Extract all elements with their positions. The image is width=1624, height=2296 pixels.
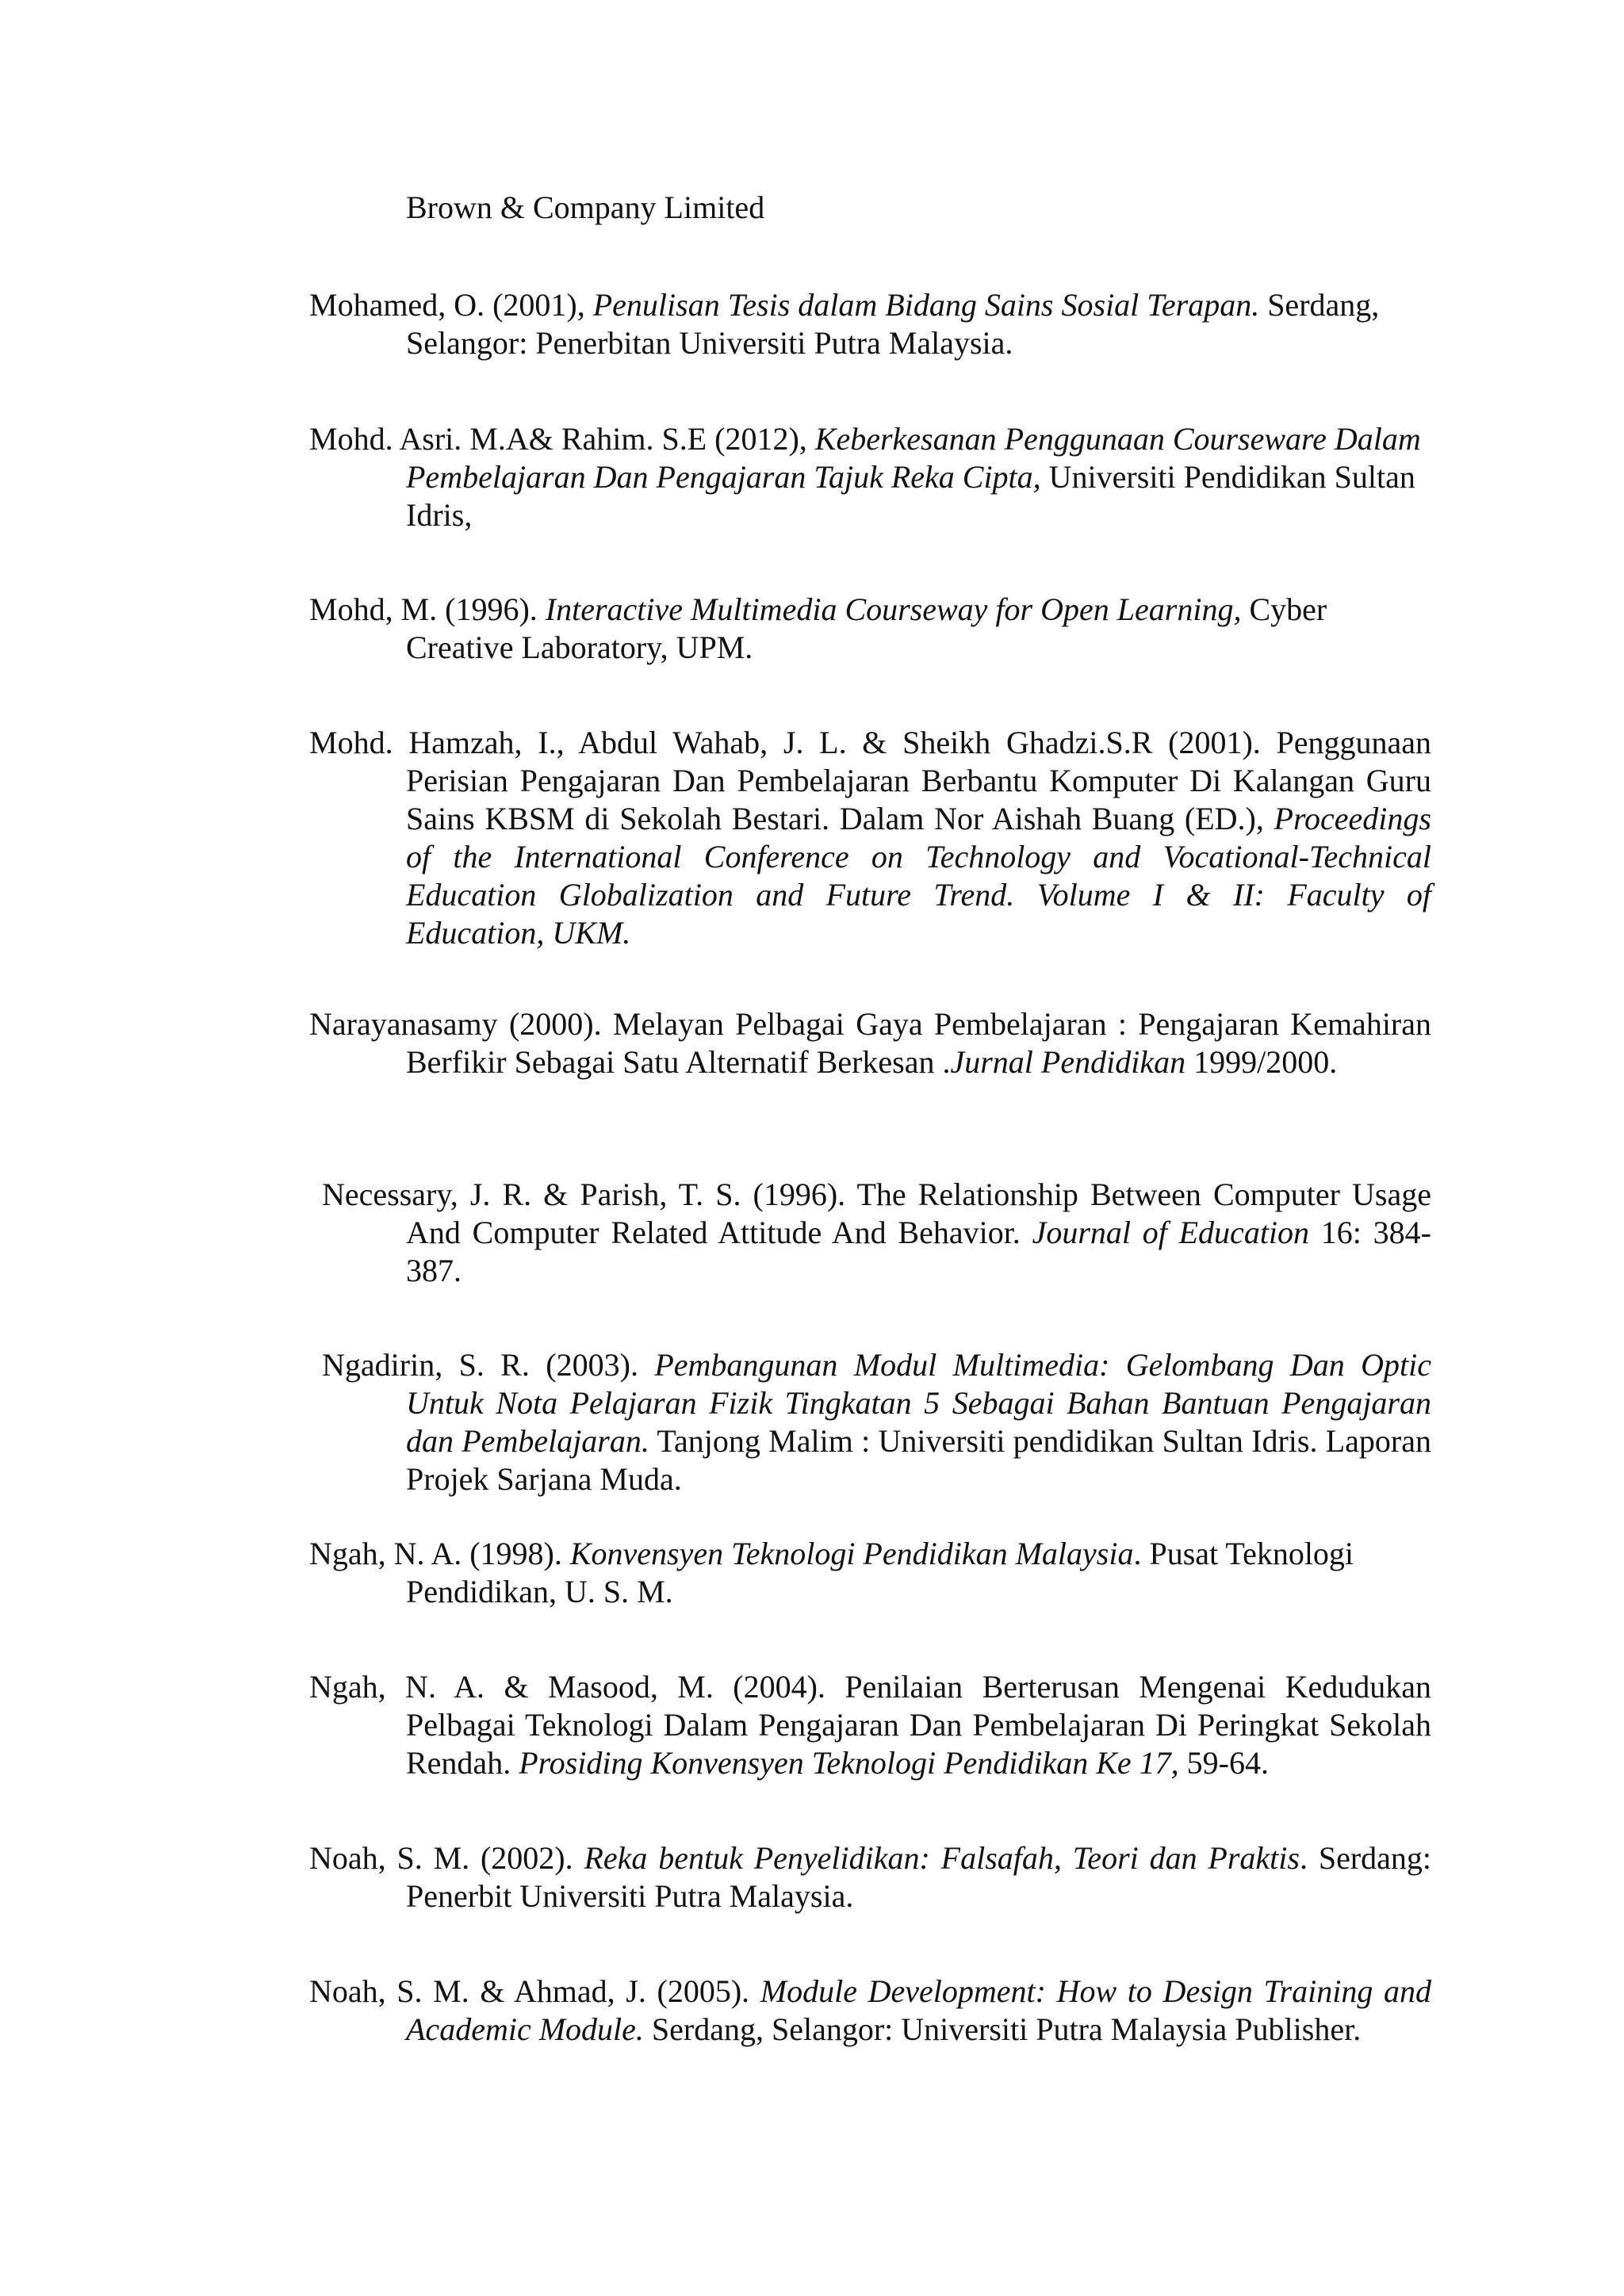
- reference-text: Mohd. Asri. M.A& Rahim. S.E (2012),: [309, 421, 815, 457]
- reference-narayanasamy-2000: [309, 1005, 1431, 1081]
- reference-ngah-masood-2004: [309, 1668, 1431, 1782]
- reference-mohamed-2001: [309, 286, 1431, 362]
- reference-text: Noah, S. M. (2002).: [309, 1840, 584, 1876]
- reference-text: Narayanasamy (2000). Melayan Pelbagai Gaya Pembelajaran : Pengajaran Kemahiran Berfikir Sebagai Satu Alternatif Berkesan .: [309, 1006, 1431, 1080]
- reference-title-italic: Jurnal Pendidikan: [950, 1044, 1186, 1080]
- reference-title-italic: Module Development: How to Design Training and Academic Module.: [406, 1973, 1431, 2047]
- reference-title-italic: Proceedings of the International Conference on Technology and Vocational-Technical Education Globalization and Future Trend. Volume I & II: Faculty of Education, UKM.: [406, 801, 1431, 951]
- reference-text: Cyber Creative Laboratory, UPM.: [406, 591, 1327, 665]
- reference-text: . Serdang: Penerbit Universiti Putra Malaysia.: [406, 1840, 1432, 1914]
- reference-necessary-1996: [322, 1176, 1431, 1290]
- reference-text: . Pusat Teknologi Pendidikan, U. S. M.: [406, 1536, 1354, 1609]
- reference-title-italic: Konvensyen Teknologi Pendidikan Malaysia: [569, 1536, 1134, 1571]
- reference-mohd-hamzah-2001: [309, 724, 1431, 952]
- reference-text: Serdang, Selangor: Universiti Putra Malaysia Publisher.: [643, 2011, 1362, 2047]
- reference-text: Noah, S. M. & Ahmad, J. (2005).: [309, 1973, 760, 2009]
- reference-text: Necessary, J. R. & Parish, T. S. (1996). The Relationship Between Computer Usage And Computer Related Attitude And Behavior.: [322, 1177, 1431, 1250]
- reference-title-italic: Interactive Multimedia Courseway for Open Learning,: [545, 591, 1242, 627]
- reference-mohd-1996: [309, 591, 1431, 667]
- reference-text: Tanjong Malim : Universiti pendidikan Sultan Idris. Laporan Projek Sarjana Muda.: [406, 1423, 1431, 1497]
- reference-text: 1999/2000.: [1185, 1044, 1338, 1080]
- reference-continuation: Brown & Company Limited: [406, 189, 765, 225]
- reference-text: Mohamed, O. (2001),: [309, 287, 593, 323]
- reference-text: Serdang, Selangor: Penerbitan Universiti Putra Malaysia.: [406, 287, 1380, 361]
- reference-noah-2002: [309, 1839, 1431, 1915]
- reference-title-italic: Prosiding Konvensyen Teknologi Pendidikan Ke 17,: [519, 1745, 1179, 1781]
- reference-text: 16: 384-387.: [406, 1215, 1431, 1288]
- reference-text: Mohd. Hamzah, I., Abdul Wahab, J. L. & Sheikh Ghadzi.S.R (2001). Penggunaan Perisian Pengajaran Dan Pembelajaran Berbantu Komputer Di Kalangan Guru Sains KBSM di Sekolah Bestari. Dalam Nor Aishah Buang (ED.),: [309, 725, 1431, 836]
- reference-title-italic: Reka bentuk Penyelidikan: Falsafah, Teori dan Praktis: [584, 1840, 1300, 1876]
- reference-text: Universiti Pendidikan Sultan Idris,: [406, 459, 1415, 533]
- reference-text: 59-64.: [1178, 1745, 1269, 1781]
- reference-title-italic: Journal of Education: [1032, 1215, 1310, 1250]
- reference-title-italic: Penulisan Tesis dalam Bidang Sains Sosial Terapan.: [592, 287, 1260, 323]
- reference-text: Mohd, M. (1996).: [309, 591, 546, 627]
- reference-noah-ahmad-2005: [309, 1973, 1431, 2049]
- reference-text: Ngah, N. A. & Masood, M. (2004). Penilaian Berterusan Mengenai Kedudukan Pelbagai Teknologi Dalam Pengajaran Dan Pembelajaran Di Peringkat Sekolah Rendah.: [309, 1669, 1431, 1781]
- reference-text: Ngah, N. A. (1998).: [309, 1536, 570, 1571]
- reference-text: Ngadirin, S. R. (2003).: [322, 1347, 655, 1383]
- reference-title-italic: Pembangunan Modul Multimedia: Gelombang Dan Optic Untuk Nota Pelajaran Fizik Tingkatan 5 Sebagai Bahan Bantuan Pengajaran dan Pembelajaran.: [406, 1347, 1431, 1459]
- reference-ngadirin-2003: [322, 1346, 1431, 1498]
- reference-ngah-1998: [309, 1535, 1431, 1611]
- reference-title-italic: Keberkesanan Penggunaan Courseware Dalam Pembelajaran Dan Pengajaran Tajuk Reka Cipta,: [406, 421, 1421, 495]
- reference-mohd-asri-2012: [309, 420, 1431, 534]
